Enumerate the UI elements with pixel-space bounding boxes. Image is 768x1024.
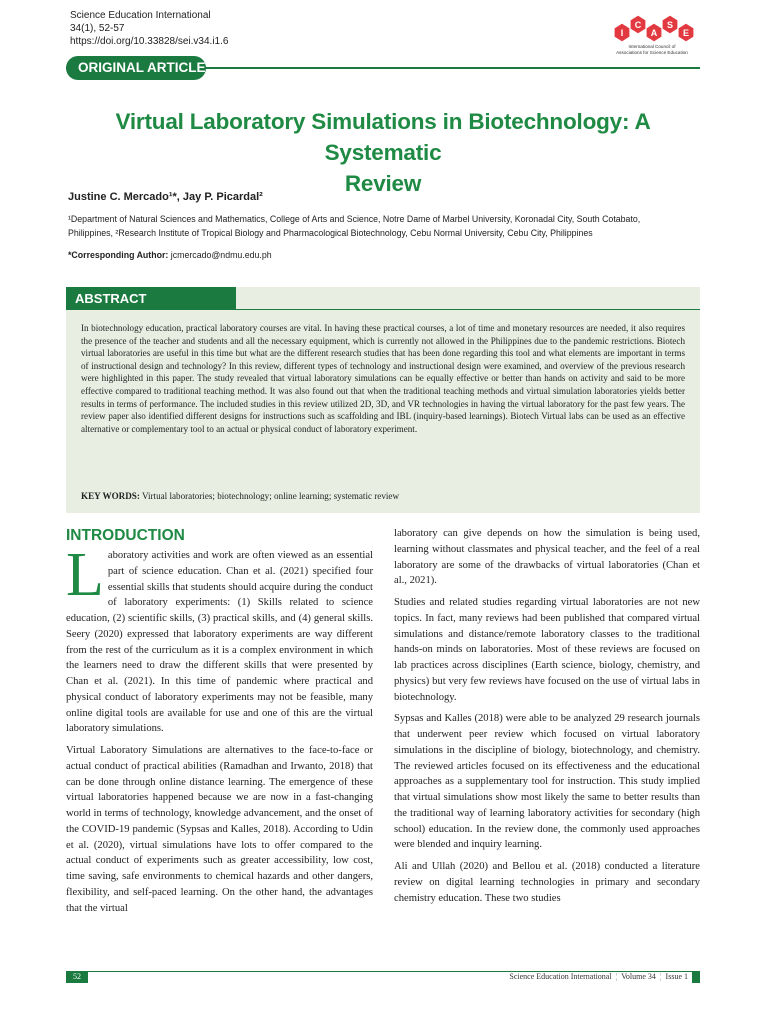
keywords-text: Virtual laboratories; biotechnology; online learning; systematic review: [141, 491, 400, 501]
abstract-heading: ABSTRACT: [66, 287, 236, 310]
right-column: [394, 526, 700, 912]
logo-letter-i: I: [620, 28, 624, 38]
abstract-rule: [236, 309, 700, 310]
introduction-heading: INTRODUCTION: [66, 527, 185, 544]
affiliations: ¹Department of Natural Sciences and Mathematics, College of Arts and Science, Notre Dame of Marbel University, Koronadal City, South Cotabato, Philippines, ²Research Institute of Tropical Biology and Pharmacological Biotechnology, Cebu Normal University, Cebu City, Philippines: [68, 214, 641, 238]
logo-letter-s: S: [666, 20, 674, 30]
keywords: [81, 490, 685, 503]
abstract-box: [66, 287, 700, 513]
journal-doi[interactable]: https://doi.org/10.33828/sei.v34.i1.6: [70, 36, 229, 47]
logo-letter-a: A: [650, 28, 658, 38]
journal-name: Science Education International: [70, 10, 211, 21]
dropcap: L: [66, 541, 104, 609]
journal-issue: 34(1), 52-57: [70, 23, 125, 34]
article-type-badge: ORIGINAL ARTICLE: [66, 56, 206, 80]
intro-paragraph-2: Virtual Laboratory Simulations are alternatives to the face-to-face or actual conduct of practical abilities (Ramadhan and Irwanto, 2018) that can be done through online distance learning. The emergence of these virtual laboratories happened because we are now in a fast-changing world in terms of technology, knowledge advancement, and the onset of the COVID-19 pandemic (Sypsas and Kalles, 2018). According to Udin et al. (2020), virtual simulations have lots to offer compared to the actual conduct of experiments such as greater accessibility, low cost, time saving, safe environments to chemical hazards and other dangers, flexibility, and self-paced learning. On the other hand, the advantages that the virtual: [66, 745, 373, 914]
keywords-label: KEY WORDS:: [81, 491, 140, 501]
intro-paragraph-1: Laboratory activities and work are often viewed as an essential part of science education. Chan et al. (2021) specified four essential skills that students should acquire during the conduct of laboratory experiments: (1) Skills related to science education, (2) scientific skills, (3) practical skills, and (4) general skills. Seery (2020) expressed that laboratory experiments are way different from the rest of the curriculum as it is a complex environment in which the learners need to draw the different skills that were presented by Chan et al. (2021). In this time of pandemic where practical and physical conduct of laboratory experiments may not be feasible, many online digital tools are available for use and one of this are the virtual laboratory simulations.: [66, 541, 373, 735]
corresponding-author: [68, 250, 272, 260]
authors: Justine C. Mercado¹*, Jay P. Picardal²: [68, 191, 263, 203]
intro-paragraph-5: Sypsas and Kalles (2018) were able to be analyzed 29 research journals that underwent peer review which focused on virtual laboratory simulations in the discipline of biology, biotechnology, and chemistry. The reviewed articles focused on its effectiveness and the educational approaches as a supplementary tool for instruction. This study implied that virtual simulations show most likely the same to better results than the traditional way of learning laboratory activities for secondary (high school) education. In the review done, the commonly used approaches were blended and inquiry learning.: [394, 713, 700, 851]
abstract-text: In biotechnology education, practical laboratory courses are vital. In having these practical courses, a lot of time and monetary resources are needed, it also requires the presence of the teacher and students and all the necessary equipment, which is currently not allowed in the Philippines due to the pandemic restrictions. Biotech virtual laboratories are useful in this time but what are the different research studies that has been done regarding this tool and what elements are important in terms of instructional design and technology? In this review, different types of technology and instructional design were examined, and overview of the previous research were highlighted in this paper. The study revealed that virtual laboratory simulations can be equally effective or better than hands on activity and said to be more effective compared to traditional teaching method. It was also found out that when the traditional teaching methods and virtual simulation laboratories yields better results in terms of performance. The included studies in this review utilized 2D, 3D, and VR technologies in having the virtual laboratory for the past few years. The review paper also identified different designs for instructions such as scaffolding and IBL (inquiry-based learnings). Biotech Virtual labs can be used as an effective alternative or complementary tool to an actual or physical conduct of laboratory experiment.: [81, 323, 685, 434]
intro-paragraph-4: Studies and related studies regarding virtual laboratories are not new topics. In fact, many reviews had been published that compared virtual simulations and distance/remote laboratory classes to the traditional hands-on minds on laboratories. Most of these reviews are focused on lab practices across disciplines (Earth science, biology, chemistry, and physics) but very few reviews have focused on the use of virtual labs in biotechnology.: [394, 597, 700, 703]
corresponding-label: *Corresponding Author:: [68, 250, 169, 260]
footer-volume: Volume 34: [621, 972, 656, 981]
footer-journal: Science Education International: [509, 972, 612, 981]
article-title: Virtual Laboratory Simulations in Biotechnology: A Systematic Review: [115, 109, 651, 196]
left-column: [66, 541, 373, 922]
footer-bar: [692, 971, 700, 983]
journal-info: [70, 9, 228, 48]
page-number: 52: [66, 971, 88, 983]
logo-caption: International Council of Associations for Science Education: [616, 44, 688, 55]
logo-letter-c: C: [634, 20, 642, 30]
footer: [66, 971, 700, 983]
logo-letter-e: E: [682, 28, 690, 38]
intro-paragraph-3: laboratory can give depends on how the simulation is being used, learning without classmates and physical teacher, and the feel of a real laboratory are some of the drawbacks of virtual laboratories (Chan et al., 2021).: [394, 528, 700, 587]
footer-citation: Science Education International ¦ Volume 34 ¦ Issue 1: [509, 972, 688, 981]
footer-issue: Issue 1: [665, 972, 688, 981]
intro-paragraph-6: Ali and Ullah (2020) and Bellou et al. (2018) conducted a literature review on digital learning technologies in primary and secondary chemistry education. These two studies: [394, 861, 700, 904]
corresponding-email[interactable]: jcmercado@ndmu.edu.ph: [170, 250, 272, 260]
